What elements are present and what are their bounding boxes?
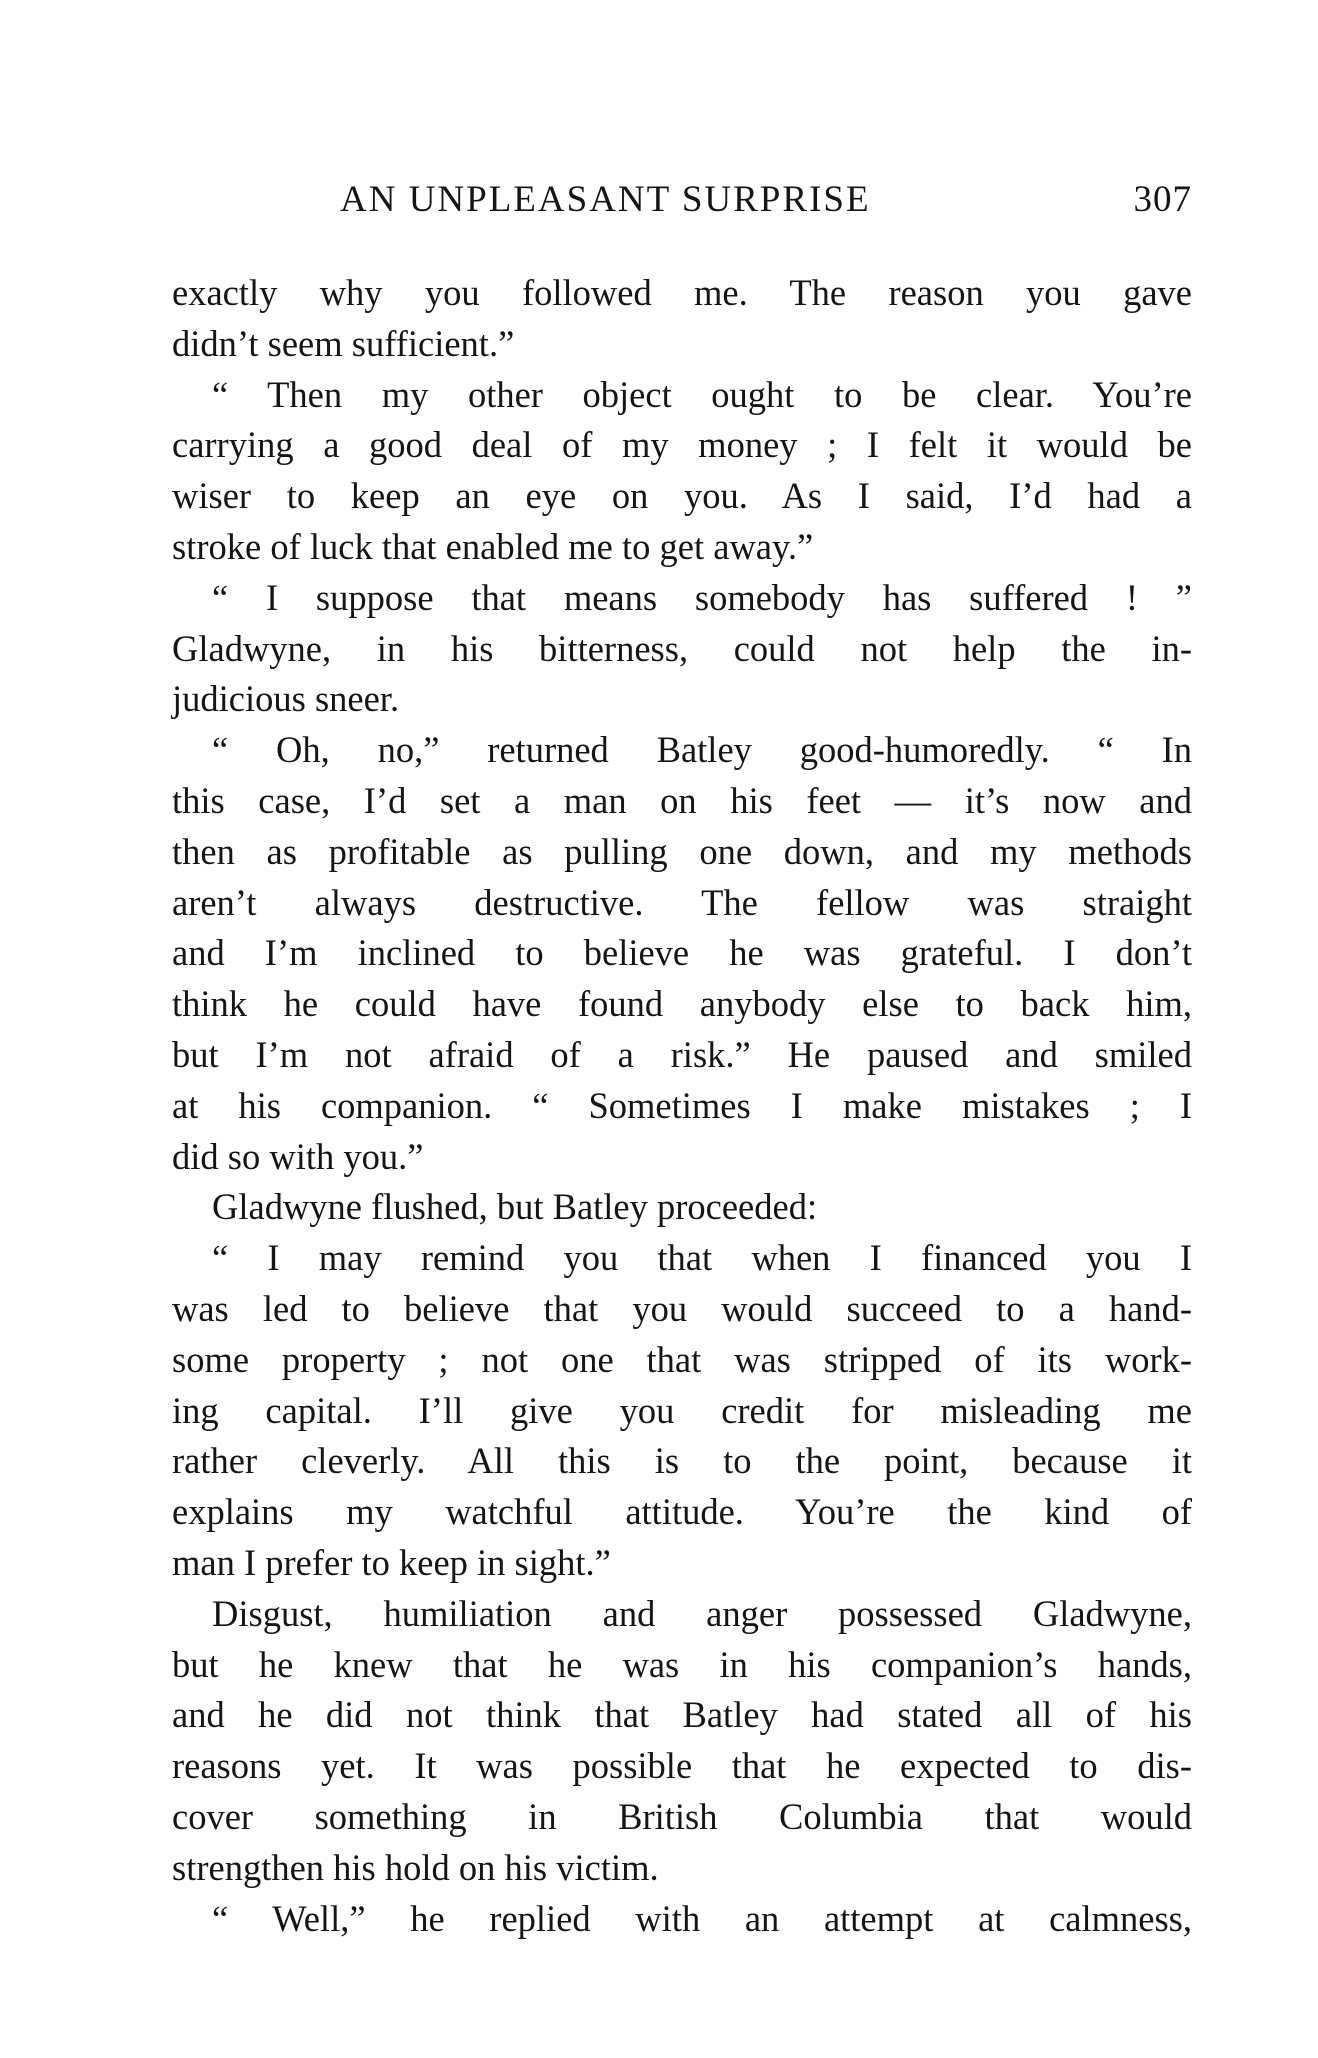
text-line: but I’m not afraid of a risk.” He paused and smiled — [172, 1033, 1192, 1075]
text-line: exactly why you followed me. The reason you gave — [172, 272, 1192, 313]
text-line: at his companion. “ Sometimes I make mistakes ; I — [172, 1084, 1192, 1126]
text-line: didn’t seem sufficient.” — [172, 322, 515, 364]
text-line: “ Well,” he replied with an attempt at calmness, — [212, 1897, 1192, 1939]
text-line: stroke of luck that enabled me to get away.” — [172, 525, 814, 567]
text-line: was led to believe that you would succeed to a hand- — [172, 1287, 1192, 1329]
text-line: strengthen his hold on his victim. — [172, 1846, 659, 1888]
text-line: some property ; not one that was stripped of its work- — [172, 1338, 1192, 1380]
text-line: wiser to keep an eye on you. As I said, I’d had a — [172, 475, 1192, 517]
text-line: “ Then my other object ought to be clear. You’re — [212, 373, 1192, 415]
text-line: Disgust, humiliation and anger possessed Gladwyne, — [212, 1592, 1192, 1634]
text-line: reasons yet. It was possible that he expected to dis- — [172, 1745, 1192, 1787]
text-line: “ I may remind you that when I financed you I — [212, 1237, 1192, 1279]
text-line: and I’m inclined to believe he was grateful. I don’t — [172, 932, 1192, 974]
text-line: did so with you.” — [172, 1135, 424, 1177]
text-line: carrying a good deal of my money ; I felt it would be — [172, 424, 1192, 466]
text-line: Gladwyne, in his bitterness, could not help the in- — [172, 627, 1192, 669]
page-number: 307 — [1133, 179, 1192, 220]
text-line: judicious sneer. — [172, 678, 400, 720]
text-line: but he knew that he was in his companion’s hands, — [172, 1643, 1192, 1685]
text-line: man I prefer to keep in sight.” — [172, 1541, 611, 1583]
text-line: this case, I’d set a man on his feet — it’s now and — [172, 779, 1192, 821]
text-line: then as profitable as pulling one down, and my methods — [172, 830, 1192, 872]
text-line: “ Oh, no,” returned Batley good-humoredly. “ In — [212, 729, 1192, 771]
running-title: AN UNPLEASANT SURPRISE — [340, 179, 871, 220]
text-line: Gladwyne flushed, but Batley proceeded: — [212, 1186, 818, 1228]
body-text — [172, 268, 1192, 1944]
text-line: aren’t always destructive. The fellow was straight — [172, 881, 1192, 923]
text-line: rather cleverly. All this is to the point, because it — [172, 1440, 1192, 1482]
text-line: think he could have found anybody else to back him, — [172, 983, 1192, 1025]
running-head — [172, 178, 1192, 228]
text-line: explains my watchful attitude. You’re the kind of — [172, 1491, 1192, 1533]
text-line: ing capital. I’ll give you credit for misleading me — [172, 1389, 1192, 1431]
text-line: cover something in British Columbia that would — [172, 1795, 1192, 1837]
text-line: and he did not think that Batley had stated all of his — [172, 1694, 1192, 1736]
text-line: “ I suppose that means somebody has suffered ! ” — [212, 576, 1192, 618]
